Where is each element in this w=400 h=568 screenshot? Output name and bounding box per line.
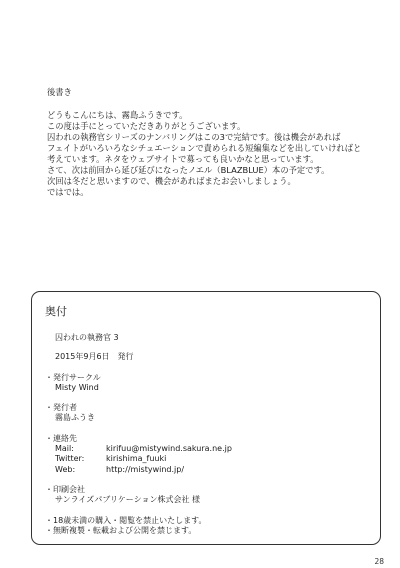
contact-twitter-row xyxy=(45,454,370,464)
contact-web-row xyxy=(45,465,370,475)
afterword-line: どうもこんにちは、霧島ふうきです。 xyxy=(47,110,188,120)
afterword-line: 考えています。ネタをウェブサイトで募っても良いかなと思っています。 xyxy=(47,154,319,164)
book-title: 囚われの執務官 3 xyxy=(55,333,119,342)
afterword-line: この度は手にとっていただきありがとうございます。 xyxy=(47,121,246,131)
issue-date: 2015年9月6日 発行 xyxy=(55,352,134,362)
publisher-label: ・発行者 xyxy=(45,403,77,413)
mail-address: kirifuu@mistywind.sakura.ne.jp xyxy=(106,444,232,454)
afterword-section xyxy=(47,86,387,198)
twitter-handle: kirishima_fuuki xyxy=(106,454,167,464)
publisher-name: 霧島ふうき xyxy=(55,413,95,423)
mail-label: Mail: xyxy=(55,444,74,454)
afterword-line: 次回は冬だと思いますので、機会があればまたお会いしましょう。 xyxy=(47,176,296,186)
printer-name: サンライズパブリケーション株式会社 様 xyxy=(55,495,201,505)
web-url: http://mistywind.jp/ xyxy=(106,464,185,474)
printer-label: ・印刷会社 xyxy=(45,484,85,494)
age-restriction-notice: ・18歳未満の購入・閲覧を禁止いたします。 xyxy=(45,515,207,525)
contact-label: ・連絡先 xyxy=(45,433,77,443)
afterword-line: さて、次は前回から延び延びになったノエル（BLAZBLUE）本の予定です。 xyxy=(47,165,330,175)
afterword-line: ではでは。 xyxy=(47,187,89,197)
contact-mail-row xyxy=(45,444,370,454)
afterword-line: フェイトがいろいろなシチュエーションで責められる短編集などを出していければと xyxy=(47,143,362,153)
circle-name: Misty Wind xyxy=(55,382,99,392)
web-label: Web: xyxy=(55,464,76,474)
copyright-notice: ・無断複製・転載および公開を禁じます。 xyxy=(45,525,197,535)
afterword-title: 後書き xyxy=(47,87,72,97)
twitter-label: Twitter: xyxy=(55,454,85,464)
colophon-box xyxy=(31,291,381,545)
circle-label: ・発行サークル xyxy=(45,372,101,382)
colophon-title: 奥付 xyxy=(45,305,67,318)
afterword-line: 囚われの執務官シリーズのナンバリングはこの3で完結です。後は機会があれば xyxy=(47,132,341,142)
page-number: 28 xyxy=(374,557,384,566)
